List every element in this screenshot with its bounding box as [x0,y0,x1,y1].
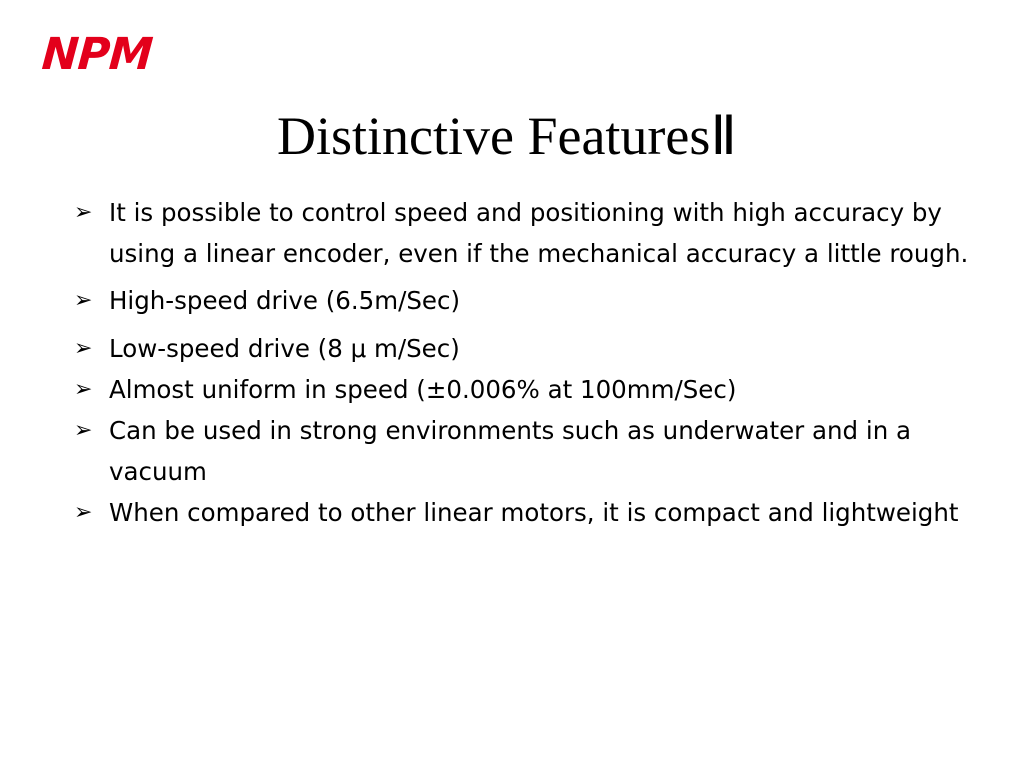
arrow-bullet-icon: ➢ [74,288,93,313]
arrow-bullet-icon: ➢ [74,377,93,402]
bullet-text: Low-speed drive (8 μ m/Sec) [109,334,460,363]
bullet-text: When compared to other linear motors, it is compact and lightweight [109,498,959,527]
bullet-text: It is possible to control speed and positioning with high accuracy by using a linear encoder, even if the mechanical accuracy a little rough. [109,198,969,268]
bullet-text: Can be used in strong environments such as underwater and in a vacuum [109,416,912,486]
bullet-text: High-speed drive (6.5m/Sec) [109,286,461,315]
list-item [74,280,974,321]
npm-logo: NPM [40,29,154,80]
list-item [74,328,974,369]
slide-title: Distinctive FeaturesⅡ [277,106,737,166]
arrow-bullet-icon: ➢ [74,336,93,361]
arrow-bullet-icon: ➢ [74,500,93,525]
list-item [74,369,974,410]
list-item [74,492,974,533]
feature-list [74,192,974,533]
list-item [74,410,974,492]
bullet-text: Almost uniform in speed (±0.006% at 100mm/Sec) [109,375,737,404]
arrow-bullet-icon: ➢ [74,200,93,225]
list-item [74,192,974,274]
arrow-bullet-icon: ➢ [74,418,93,443]
